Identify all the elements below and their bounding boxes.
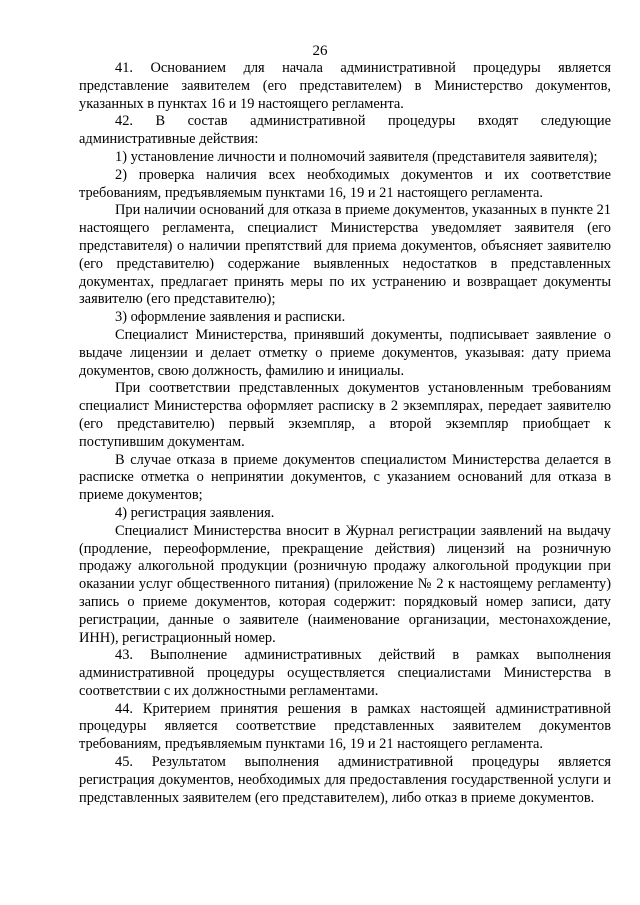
list-item-1: 1) установление личности и полномочий заявителя (представителя заявителя); xyxy=(115,148,598,165)
list-item-4: 4) регистрация заявления. xyxy=(115,504,275,521)
paragraph-45: 45. Результатом выполнения административной процедуры является регистрация документов, необходимых для предоставления государственной услуги и представленных заявителем (его представителем), либо отказ в приеме документов. xyxy=(79,754,611,806)
paragraph-receipt: При соответствии представленных документов установленным требованиям специалист Министерства оформляет расписку в 2 экземплярах, передает заявителю (его представителю) первый экземпляр, а второй экземпляр приобщает к поступившим документам. xyxy=(79,380,611,450)
paragraph-44: 44. Критерием принятия решения в рамках настоящей административной процедуры является соответствие представленных заявителем документов требованиям, предъявляемым пунктами 16, 19 и 21 настоящего регламента. xyxy=(79,700,611,753)
page-number: 26 xyxy=(312,43,328,59)
document-body xyxy=(79,60,611,807)
list-item-2: 2) проверка наличия всех необходимых документов и их соответствие требованиям, предъявляемым пунктами 16, 19 и 21 настоящего регламента. xyxy=(79,166,611,201)
paragraph-refusal-grounds: При наличии оснований для отказа в приеме документов, указанных в пункте 21 настоящего регламента, специалист Министерства уведомляет заявителя (его представителя) о наличии препятствий для приема документов, объясняет заявителю (его представителю) содержание выявленных недостатков в представленных документах, предлагает принять меры по их устранению и возвращает документы заявителю (его представителю); xyxy=(79,202,611,308)
paragraph-42: 42. В состав административной процедуры входят следующие административные действия: xyxy=(79,113,611,148)
paragraph-41: 41. Основанием для начала административной процедуры является представление заявителем (его представителем) в Министерство документов, указанных в пунктах 16 и 19 настоящего регламента. xyxy=(79,60,611,112)
paragraph-signing: Специалист Министерства, принявший документы, подписывает заявление о выдаче лицензии и делает отметку о приеме документов, указывая: дату приема документов, свою должность, фамилию и инициалы. xyxy=(79,326,611,379)
paragraph-journal: Специалист Министерства вносит в Журнал регистрации заявлений на выдачу (продление, переоформление, прекращение действия) лицензий на розничную продажу алкогольной продукции (розничную продажу алкогольной продукции при оказании услуг общественного питания) (приложение № 2 к настоящему регламенту) запись о приеме документов, которая содержит: порядковый номер записи, дату регистрации, данные о заявителе (наименование организации, местонахождение, ИНН), регистрационный номер. xyxy=(79,522,611,646)
paragraph-refusal-note: В случае отказа в приеме документов специалистом Министерства делается в расписке отметка о непринятии документов, с указанием оснований для отказа в приеме документов; xyxy=(79,451,611,504)
paragraph-43: 43. Выполнение административных действий в рамках выполнения административной процедуры осуществляется специалистами Министерства в соответствии с их должностными регламентами. xyxy=(79,647,611,699)
list-item-3: 3) оформление заявления и расписки. xyxy=(115,309,346,326)
